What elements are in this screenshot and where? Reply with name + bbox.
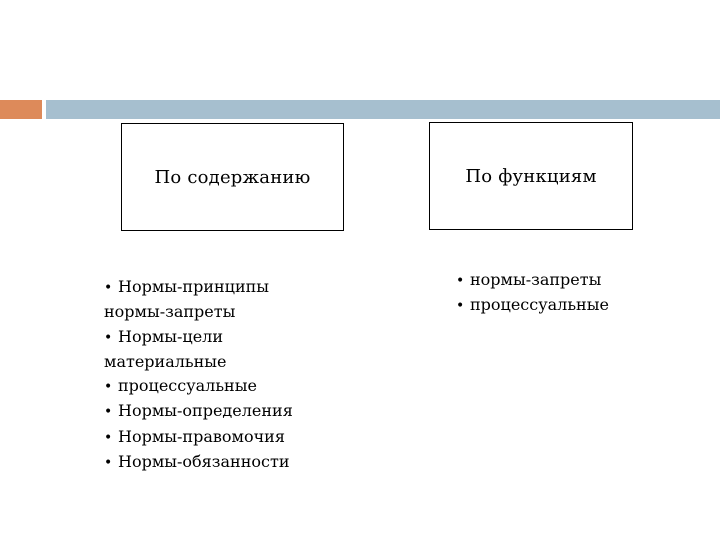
bullet-icon: • — [104, 329, 113, 346]
bullet-icon: • — [104, 429, 113, 446]
bullet-icon: • — [104, 455, 113, 472]
list-item-text: материальные — [104, 351, 227, 371]
list-item-text: Нормы-обязанности — [118, 452, 290, 472]
list-item-text: процессуальные — [470, 295, 609, 315]
header-accent-blue — [46, 100, 720, 119]
list-item — [104, 300, 364, 324]
list-item-text: нормы-запреты — [470, 270, 602, 289]
bullet-icon: • — [456, 273, 465, 289]
list-item — [104, 399, 364, 424]
list-item — [456, 268, 696, 293]
list-item — [456, 293, 696, 318]
list-item — [104, 450, 364, 475]
bullet-icon: • — [104, 379, 113, 396]
list-item — [104, 350, 364, 374]
list-item — [104, 325, 364, 350]
list-item — [104, 275, 364, 300]
bullet-icon: • — [456, 298, 465, 315]
list-item — [104, 425, 364, 450]
header-accent-orange — [0, 100, 42, 119]
list-item-text: Нормы-определения — [118, 401, 293, 421]
function-classification-box — [429, 122, 633, 230]
content-classification-heading: По содержанию — [154, 166, 311, 188]
content-norms-list — [104, 275, 364, 475]
list-item-text: Нормы-правомочия — [118, 426, 285, 446]
list-item-text: Нормы-принципы — [118, 277, 269, 296]
bullet-icon: • — [104, 404, 113, 421]
list-item-text: нормы-запреты — [104, 302, 236, 322]
list-item-text: Нормы-цели — [118, 326, 223, 346]
list-item — [104, 374, 364, 399]
bullet-icon: • — [104, 280, 113, 296]
function-norms-list — [456, 268, 696, 319]
function-classification-heading: По функциям — [465, 165, 597, 187]
content-classification-box — [121, 123, 344, 231]
list-item-text: процессуальные — [118, 376, 257, 396]
